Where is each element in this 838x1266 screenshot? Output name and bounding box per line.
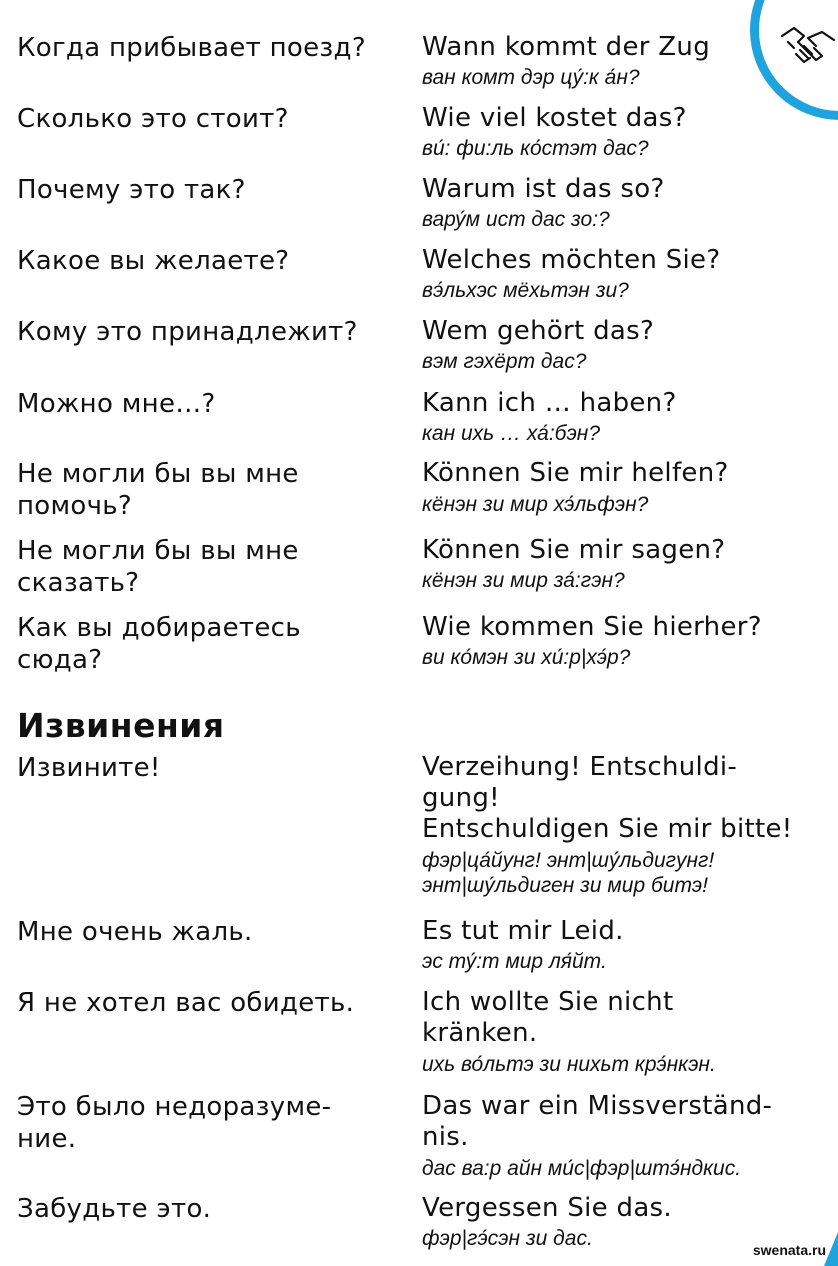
phrase-transcription: эс ту́:т мир ля́йт. — [422, 950, 607, 973]
phrase-german: Verzeihung! Entschuldi- gung! Entschuldigen Sie mir bitte! — [422, 752, 793, 844]
phrase-russian: Как вы добираетесь сюда? — [17, 613, 301, 675]
phrase-transcription: фэр|гэ́сэн зи дас. — [422, 1227, 593, 1250]
phrase-russian: Какое вы желаете? — [17, 246, 290, 276]
phrase-russian: Я не хотел вас обидеть. — [17, 988, 355, 1018]
phrase-transcription: ихь во́льтэ зи нихьт крэ́нкэн. — [422, 1053, 716, 1076]
phrase-german: Wie viel kostet das? — [422, 103, 687, 133]
phrase-russian: Мне очень жаль. — [17, 917, 253, 947]
phrase-russian: Почему это так? — [17, 175, 246, 205]
phrase-german: Es tut mir Leid. — [422, 916, 624, 946]
phrase-german: Wann kommt der Zug — [422, 32, 710, 62]
phrase-german: Warum ist das so? — [422, 174, 665, 204]
phrase-german: Wie kommen Sie hierher? — [422, 612, 762, 642]
corner-accent — [824, 1232, 838, 1266]
phrase-russian: Когда прибывает поезд? — [17, 33, 366, 63]
phrase-german: Vergessen Sie das. — [422, 1193, 672, 1223]
phrase-transcription: ви ко́мэн зи хи́:р|хэ́р? — [422, 646, 631, 669]
phrase-russian: Можно мне…? — [17, 389, 216, 419]
phrase-transcription: вэ́льхэс мёхьтэн зи? — [422, 279, 629, 302]
phrase-russian: Это было недоразуме- ние. — [17, 1092, 332, 1154]
phrase-transcription: кан ихь … ха́:бэн? — [422, 422, 601, 445]
phrase-transcription: вару́м ист дас зо:? — [422, 208, 610, 231]
phrase-german: Können Sie mir helfen? — [422, 458, 729, 488]
phrase-transcription: ви́: фи:ль ко́стэт дас? — [422, 137, 649, 160]
phrase-german: Wem gehört das? — [422, 316, 655, 346]
phrase-transcription: ван комт дэр цу́:к а́н? — [422, 66, 640, 89]
phrase-transcription: кёнэн зи мир хэ́льфэн? — [422, 493, 649, 516]
phrase-russian: Сколько это стоит? — [17, 104, 289, 134]
phrase-german: Können Sie mir sagen? — [422, 535, 726, 565]
phrase-german: Das war ein Missverständ- nis. — [422, 1091, 773, 1152]
phrase-german: Ich wollte Sie nicht kränken. — [422, 987, 674, 1048]
phrase-russian: Извините! — [17, 753, 161, 783]
watermark: swenata.ru — [752, 1242, 826, 1258]
phrase-transcription: кёнэн зи мир за́:гэн? — [422, 569, 625, 592]
section-heading: Извинения — [17, 706, 225, 745]
phrase-transcription: фэр|ца́йунг! энт|шу́льдигунг! энт|шу́льдиген зи мир битэ! — [422, 849, 715, 897]
phrase-russian: Не могли бы вы мне помочь? — [17, 459, 299, 521]
phrase-russian: Забудьте это. — [17, 1194, 212, 1224]
phrase-german: Welches möchten Sie? — [422, 245, 721, 275]
phrase-transcription: дас ва:р айн ми́с|фэр|штэ́ндкис. — [422, 1157, 742, 1180]
phrase-transcription: вэм гэхёрт дас? — [422, 350, 587, 373]
phrase-russian: Не могли бы вы мне сказать? — [17, 536, 299, 598]
phrase-german: Kann ich … haben? — [422, 388, 677, 418]
phrase-russian: Кому это принадлежит? — [17, 317, 358, 347]
